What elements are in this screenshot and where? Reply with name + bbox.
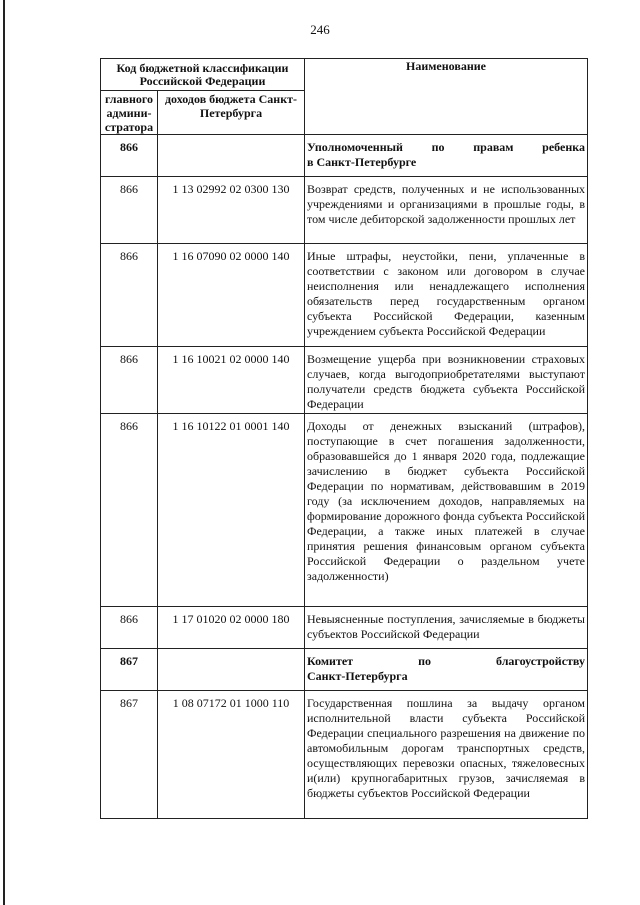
row-kbk-code: 1 16 07090 02 0000 140 (158, 244, 305, 347)
table-row (101, 414, 588, 607)
row-name: Доходы от денежных взысканий (штрафов), поступающие в счет погашения задолженности, образовавшейся до 1 января 2020 года, подлежащие зачислению в бюджет субъекта Российской Федерации по нормативам, действовавшим в 2019 году (за исключением доходов, направляемых на формирование дорожного фонда субъекта Российской Федерации, а также иных платежей в случае принятия решения финансовым органом субъекта Российской Федерации о раздельном учете задолженности) (305, 414, 588, 607)
row-admin-code: 866 (101, 135, 158, 177)
row-admin-code: 866 (101, 607, 158, 649)
table-row (101, 244, 588, 347)
row-name: Возмещение ущерба при возникновении страховых случаев, когда выгодоприобретателями выступают получатели средств бюджета субъекта Российской Федерации (305, 347, 588, 414)
row-admin-code: 866 (101, 177, 158, 244)
row-admin-code: 867 (101, 649, 158, 691)
row-kbk-code: 1 08 07172 01 1000 110 (158, 691, 305, 819)
header-name: Наименование (305, 59, 588, 135)
header-admin: главного админи-стратора (101, 91, 158, 135)
row-name: Невыясненные поступления, зачисляемые в бюджеты субъектов Российской Федерации (305, 607, 588, 649)
row-name: Комитет по благоустройству Санкт-Петербурга (305, 649, 588, 691)
page-number: 246 (310, 22, 330, 37)
row-name: Возврат средств, полученных и не использованных учреждениями и организациями в прошлые годы, в том числе дебиторской задолженности прошлых лет (305, 177, 588, 244)
budget-classification-table (100, 58, 588, 819)
row-admin-code: 866 (101, 414, 158, 607)
table-row-org (101, 649, 588, 691)
table-row (101, 691, 588, 819)
row-admin-code: 866 (101, 347, 158, 414)
left-vertical-rule (3, 0, 5, 905)
row-admin-code: 866 (101, 244, 158, 347)
table-header-row (101, 59, 588, 91)
table-row-org (101, 135, 588, 177)
header-kbk: доходов бюджета Санкт-Петербурга (158, 91, 305, 135)
row-name: Иные штрафы, неустойки, пени, уплаченные в соответствии с законом или договором в случае неисполнения или ненадлежащего исполнения обязательств перед государственным органом субъекта Российской Федерации, казенным учреждением субъекта Российской Федерации (305, 244, 588, 347)
header-code-group: Код бюджетной классификации Российской Федерации (101, 59, 305, 91)
row-kbk-code: 1 17 01020 02 0000 180 (158, 607, 305, 649)
table-row (101, 607, 588, 649)
row-name: Уполномоченный по правам ребенка в Санкт-Петербурге (305, 135, 588, 177)
table-row (101, 347, 588, 414)
row-admin-code: 867 (101, 691, 158, 819)
row-kbk-code: 1 13 02992 02 0300 130 (158, 177, 305, 244)
row-kbk-code (158, 135, 305, 177)
table-row (101, 177, 588, 244)
row-kbk-code: 1 16 10122 01 0001 140 (158, 414, 305, 607)
row-kbk-code (158, 649, 305, 691)
row-name: Государственная пошлина за выдачу органом исполнительной власти субъекта Российской Федерации специального разрешения на движение по автомобильным дорогам транспортных средств, осуществляющих перевозки опасных, тяжеловесных и(или) крупногабаритных грузов, зачисляемая в бюджеты субъектов Российской Федерации (305, 691, 588, 819)
row-kbk-code: 1 16 10021 02 0000 140 (158, 347, 305, 414)
